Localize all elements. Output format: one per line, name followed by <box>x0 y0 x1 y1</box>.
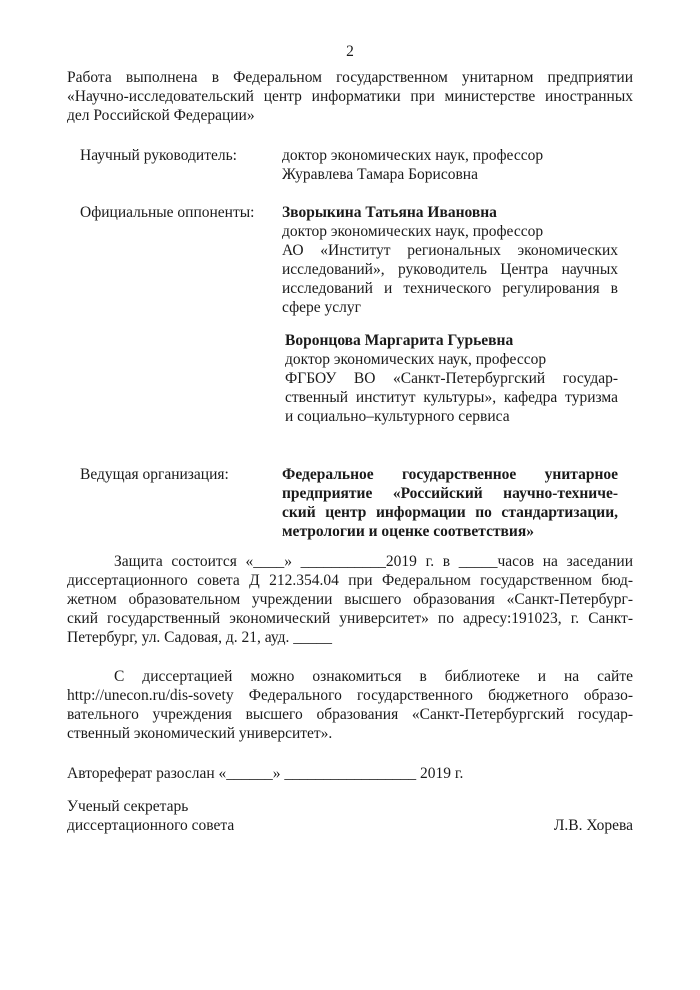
opponent-1-line: доктор экономических наук, профессор <box>282 223 544 240</box>
secretary-name: Л.В. Хорева <box>553 817 633 834</box>
leading-org-name <box>282 465 618 541</box>
defense-paragraph <box>67 552 633 647</box>
leading-org-line: ский центр информации по стандартизации, <box>282 504 618 521</box>
defense-line: Защита состоится «____» ___________2019 г. в _____часов на заседании <box>114 553 633 570</box>
opponent-1-line: сфере услуг <box>282 299 361 316</box>
opponent-2-line: ФГБОУ ВО «Санкт-Петербургский государ- <box>285 370 618 387</box>
supervisor-degree: доктор экономических наук, профессор <box>282 147 544 164</box>
opponent-1-name: Зворыкина Татьяна Ивановна <box>282 204 497 221</box>
supervisor-block <box>282 146 618 184</box>
defense-line: жетном образовательном учреждении высшего образования «Санкт-Петербург- <box>67 591 633 608</box>
opponent-2-line: ственный институт культуры», кафедра туризма <box>285 389 618 406</box>
secretary-title-line1: Ученый секретарь <box>67 798 189 815</box>
library-paragraph <box>67 667 633 743</box>
opponent-2 <box>285 331 618 426</box>
page-number: 2 <box>346 43 354 60</box>
defense-line: диссертационного совета Д 212.354.04 при Федеральном государственном бюд- <box>67 572 633 589</box>
leading-org-label: Ведущая организация: <box>80 466 229 483</box>
intro-paragraph <box>67 68 633 125</box>
intro-line: «Научно-исследовательский центр информатики при министерстве иностранных <box>67 88 633 105</box>
supervisor-label: Научный руководитель: <box>80 147 237 164</box>
opponent-1 <box>282 203 618 317</box>
secretary-title-line2: диссертационного совета <box>67 817 235 834</box>
opponent-1-line: исследований», руководитель Центра научных <box>282 261 618 278</box>
defense-line: ский государственный экономический университет» по адресу:191023, г. Санкт- <box>67 610 633 627</box>
intro-line: Работа выполнена в Федеральном государственном унитарном предприятии <box>67 69 633 86</box>
abstract-sent-line: Автореферат разослан «______» _________________ 2019 г. <box>67 765 464 782</box>
opponent-2-line: и социально–культурного сервиса <box>285 408 510 425</box>
library-line: ственный экономический университет». <box>67 725 333 742</box>
leading-org-line: метрологии и оценке соответствия» <box>282 523 534 540</box>
opponents-label: Официальные оппоненты: <box>80 204 255 221</box>
defense-line: Петербург, ул. Садовая, д. 21, ауд. _____ <box>67 629 333 646</box>
library-line: http://unecon.ru/dis-sovety Федерального государственного бюджетного образо- <box>67 687 633 704</box>
secretary-block <box>67 797 633 835</box>
opponent-2-line: доктор экономических наук, профессор <box>285 351 547 368</box>
opponent-2-name: Воронцова Маргарита Гурьевна <box>285 332 514 349</box>
library-line: вательного учреждения высшего образования «Санкт-Петербургский государ- <box>67 706 633 723</box>
intro-line: дел Российской Федерации» <box>67 107 255 124</box>
opponent-1-line: исследований и технического регулирования в <box>282 280 618 297</box>
supervisor-name: Журавлева Тамара Борисовна <box>282 166 478 183</box>
opponent-1-line: АО «Институт региональных экономических <box>282 242 618 259</box>
leading-org-line: Федеральное государственное унитарное <box>282 466 618 483</box>
library-line: С диссертацией можно ознакомиться в библиотеке и на сайте <box>114 668 633 685</box>
secretary-title-row <box>67 816 633 835</box>
leading-org-line: предприятие «Российский научно-техниче- <box>282 485 618 502</box>
